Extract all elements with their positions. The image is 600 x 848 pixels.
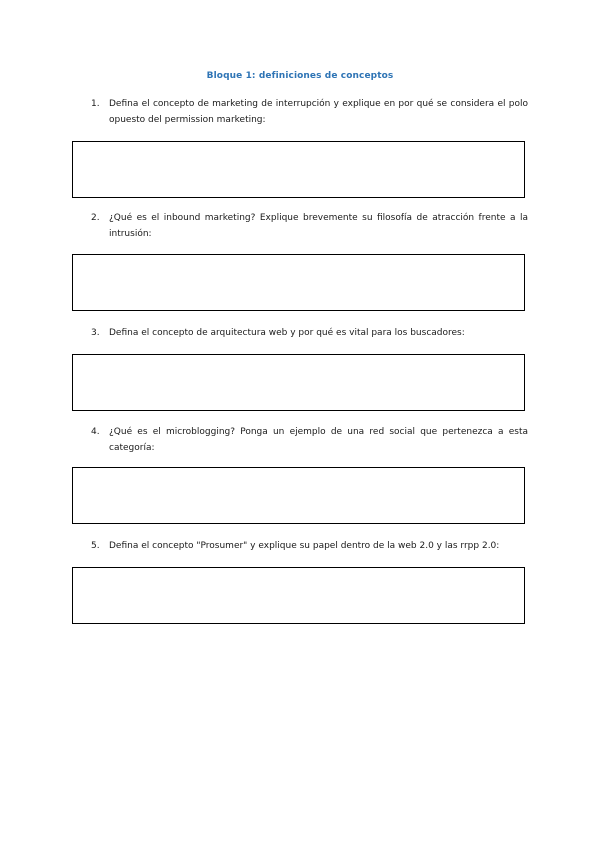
answer-box-4[interactable] (72, 467, 525, 524)
question-text: Defina el concepto de arquitectura web y por qué es vital para los buscadores: (109, 328, 465, 338)
question-number: 4. (91, 427, 100, 437)
question-2 (91, 210, 528, 242)
question-3 (91, 325, 528, 341)
answer-box-5[interactable] (72, 567, 525, 624)
page-title: Bloque 1: definiciones de conceptos (206, 71, 394, 81)
question-number: 1. (91, 99, 100, 109)
answer-box-3[interactable] (72, 354, 525, 411)
question-text: ¿Qué es el inbound marketing? Explique brevemente su filosofía de atracción frente a la intrusión: (109, 213, 528, 239)
question-number: 5. (91, 541, 100, 551)
question-text: Defina el concepto "Prosumer" y explique su papel dentro de la web 2.0 y las rrpp 2.0: (109, 541, 500, 551)
question-4 (91, 424, 528, 456)
answer-box-1[interactable] (72, 141, 525, 198)
question-1 (91, 96, 528, 128)
question-number: 3. (91, 328, 100, 338)
question-number: 2. (91, 213, 100, 223)
question-text: ¿Qué es el microblogging? Ponga un ejemplo de una red social que pertenezca a esta categoría: (109, 427, 528, 453)
question-5 (91, 538, 528, 554)
answer-box-2[interactable] (72, 254, 525, 311)
question-text: Defina el concepto de marketing de interrupción y explique en por qué se considera el polo opuesto del permission marketing: (109, 99, 528, 125)
